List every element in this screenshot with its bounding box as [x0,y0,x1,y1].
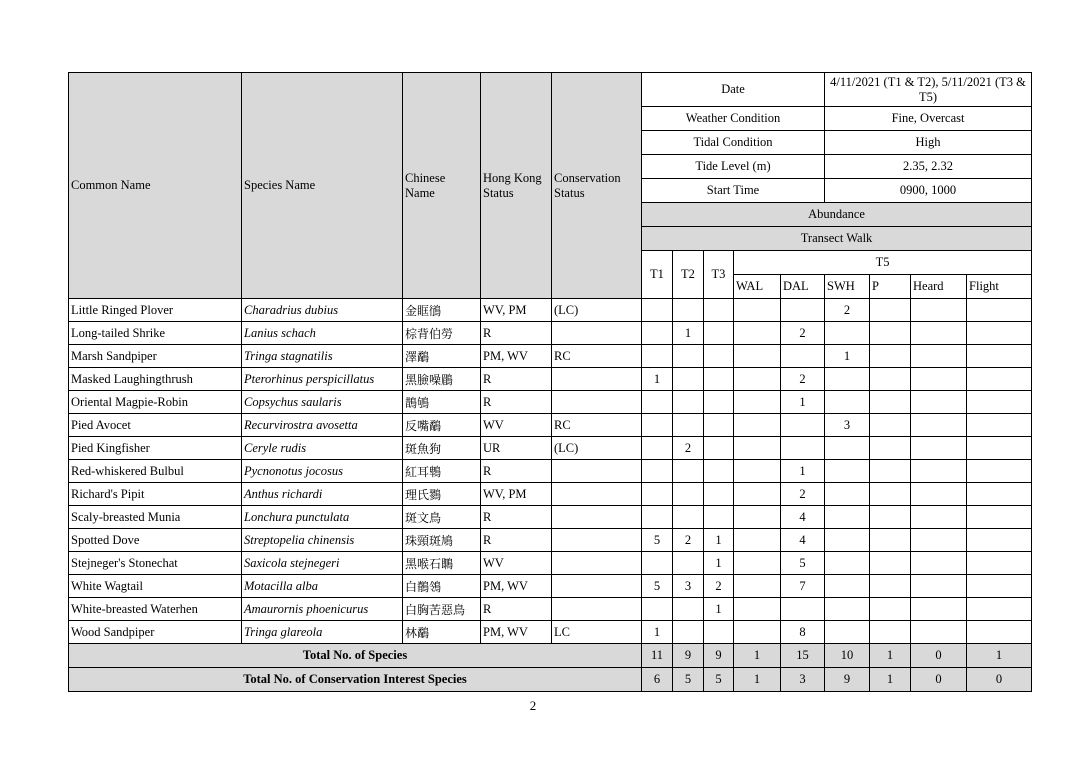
p-count-cell [870,345,911,368]
conservation-status-cell [552,575,642,598]
flight-count-cell [967,483,1032,506]
wal-count-cell [734,621,781,644]
t3-count-cell [704,299,734,322]
swh-total-cell: 10 [825,644,870,668]
conservation-status-cell [552,391,642,414]
heard-count-cell [911,414,967,437]
flight-count-cell [967,575,1032,598]
hk-status-cell: UR [481,437,552,460]
common-name-cell: White-breasted Waterhen [69,598,242,621]
t2-count-cell: 3 [673,575,704,598]
tide-level-value: 2.35, 2.32 [825,155,1032,179]
p-count-cell [870,529,911,552]
dal-count-cell [781,598,825,621]
table-row [69,414,1032,437]
totals-label: Total No. of Conservation Interest Species [69,668,642,692]
heard-count-cell [911,529,967,552]
t1-count-cell: 1 [642,621,673,644]
date-label: Date [642,73,825,107]
swh-count-cell [825,437,870,460]
p-count-cell [870,391,911,414]
totals-rows [69,644,1032,692]
t1-total-cell: 6 [642,668,673,692]
p-count-cell [870,483,911,506]
weather-value: Fine, Overcast [825,107,1032,131]
conservation-status-cell [552,552,642,575]
heard-count-cell [911,575,967,598]
swh-count-cell: 1 [825,345,870,368]
common-name-cell: Marsh Sandpiper [69,345,242,368]
chinese-name-cell: 白鶺鴒 [403,575,481,598]
conservation-status-cell [552,598,642,621]
dal-total-cell: 15 [781,644,825,668]
heard-count-cell [911,506,967,529]
col-header-flight: Flight [967,275,1032,299]
conservation-status-cell [552,368,642,391]
p-total-cell: 1 [870,668,911,692]
hk-status-cell: WV, PM [481,483,552,506]
flight-count-cell [967,621,1032,644]
t3-count-cell: 1 [704,552,734,575]
wal-count-cell [734,437,781,460]
heard-count-cell [911,391,967,414]
chinese-name-cell: 棕背伯勞 [403,322,481,345]
start-time-label: Start Time [642,179,825,203]
wal-count-cell [734,299,781,322]
conservation-status-cell: LC [552,621,642,644]
dal-count-cell: 2 [781,322,825,345]
flight-count-cell [967,437,1032,460]
dal-total-cell: 3 [781,668,825,692]
col-header-t2: T2 [673,251,704,299]
t3-count-cell [704,621,734,644]
swh-count-cell [825,460,870,483]
table-row [69,483,1032,506]
t1-total-cell: 11 [642,644,673,668]
common-name-cell: Long-tailed Shrike [69,322,242,345]
col-header-species-name: Species Name [242,73,403,299]
t1-count-cell [642,322,673,345]
p-count-cell [870,575,911,598]
chinese-name-cell: 珠頸斑鳩 [403,529,481,552]
conservation-status-cell [552,529,642,552]
common-name-cell: Richard's Pipit [69,483,242,506]
chinese-name-cell: 黑臉噪鶥 [403,368,481,391]
col-header-chinese-name: Chinese Name [403,73,481,299]
flight-count-cell [967,529,1032,552]
table-row [69,506,1032,529]
t2-count-cell [673,391,704,414]
col-header-dal: DAL [781,275,825,299]
p-count-cell [870,460,911,483]
t1-count-cell [642,414,673,437]
species-name-cell: Charadrius dubius [242,299,403,322]
swh-count-cell [825,552,870,575]
t3-count-cell: 1 [704,598,734,621]
conservation-status-cell [552,483,642,506]
t2-count-cell [673,368,704,391]
table-row [69,322,1032,345]
t3-count-cell: 2 [704,575,734,598]
conservation-status-cell [552,506,642,529]
heard-count-cell [911,460,967,483]
flight-count-cell [967,460,1032,483]
flight-count-cell [967,506,1032,529]
totals-row [69,668,1032,692]
chinese-name-cell: 白胸苦惡鳥 [403,598,481,621]
t3-total-cell: 5 [704,668,734,692]
col-header-t3: T3 [704,251,734,299]
species-name-cell: Pterorhinus perspicillatus [242,368,403,391]
species-name-cell: Pycnonotus jocosus [242,460,403,483]
p-count-cell [870,299,911,322]
t3-count-cell [704,483,734,506]
wal-count-cell [734,345,781,368]
species-name-cell: Motacilla alba [242,575,403,598]
hk-status-cell: R [481,460,552,483]
hk-status-cell: WV [481,552,552,575]
table-row [69,621,1032,644]
swh-count-cell [825,483,870,506]
wal-count-cell [734,368,781,391]
table-row [69,368,1032,391]
table-row [69,598,1032,621]
species-name-cell: Lonchura punctulata [242,506,403,529]
chinese-name-cell: 斑文鳥 [403,506,481,529]
wal-count-cell [734,506,781,529]
dal-count-cell: 4 [781,529,825,552]
col-header-hk-status: Hong Kong Status [481,73,552,299]
start-time-value: 0900, 1000 [825,179,1032,203]
tide-level-label: Tide Level (m) [642,155,825,179]
swh-count-cell [825,598,870,621]
table-row [69,575,1032,598]
swh-count-cell [825,621,870,644]
conservation-status-cell [552,460,642,483]
col-header-swh: SWH [825,275,870,299]
heard-count-cell [911,368,967,391]
dal-count-cell [781,437,825,460]
t3-count-cell [704,345,734,368]
species-name-cell: Tringa stagnatilis [242,345,403,368]
wal-count-cell [734,391,781,414]
hk-status-cell: PM, WV [481,575,552,598]
dal-count-cell: 4 [781,506,825,529]
heard-count-cell [911,345,967,368]
weather-label: Weather Condition [642,107,825,131]
table-row [69,552,1032,575]
heard-count-cell [911,299,967,322]
t2-count-cell [673,621,704,644]
t2-count-cell [673,506,704,529]
t1-count-cell [642,460,673,483]
species-name-cell: Lanius schach [242,322,403,345]
flight-count-cell [967,345,1032,368]
flight-count-cell [967,391,1032,414]
flight-count-cell [967,598,1032,621]
conservation-status-cell [552,322,642,345]
p-total-cell: 1 [870,644,911,668]
t1-count-cell [642,483,673,506]
table-row [69,437,1032,460]
hk-status-cell: WV, PM [481,299,552,322]
date-value: 4/11/2021 (T1 & T2), 5/11/2021 (T3 & T5) [825,73,1032,107]
page-number: 2 [529,698,537,713]
flight-count-cell [967,414,1032,437]
species-name-cell: Saxicola stejnegeri [242,552,403,575]
p-count-cell [870,368,911,391]
chinese-name-cell: 林鷸 [403,621,481,644]
species-name-cell: Ceryle rudis [242,437,403,460]
p-count-cell [870,621,911,644]
common-name-cell: Pied Kingfisher [69,437,242,460]
species-name-cell: Streptopelia chinensis [242,529,403,552]
dal-count-cell: 5 [781,552,825,575]
heard-count-cell [911,552,967,575]
dal-count-cell: 2 [781,368,825,391]
t1-count-cell [642,345,673,368]
t2-count-cell [673,460,704,483]
heard-count-cell [911,598,967,621]
t3-count-cell [704,460,734,483]
t1-count-cell [642,598,673,621]
chinese-name-cell: 斑魚狗 [403,437,481,460]
wal-total-cell: 1 [734,668,781,692]
conservation-status-cell: RC [552,414,642,437]
t1-count-cell: 5 [642,529,673,552]
chinese-name-cell: 鵲鴝 [403,391,481,414]
p-count-cell [870,437,911,460]
table-row [69,391,1032,414]
species-name-cell: Tringa glareola [242,621,403,644]
species-name-cell: Recurvirostra avosetta [242,414,403,437]
table-row [69,460,1032,483]
swh-count-cell: 2 [825,299,870,322]
species-rows [69,299,1032,644]
species-name-cell: Anthus richardi [242,483,403,506]
t2-count-cell: 2 [673,529,704,552]
common-name-cell: Stejneger's Stonechat [69,552,242,575]
t3-count-cell [704,414,734,437]
common-name-cell: Wood Sandpiper [69,621,242,644]
col-header-t1: T1 [642,251,673,299]
t2-count-cell [673,345,704,368]
col-header-t5: T5 [734,251,1032,275]
swh-total-cell: 9 [825,668,870,692]
t2-count-cell: 1 [673,322,704,345]
t3-count-cell [704,391,734,414]
table-row [69,345,1032,368]
wal-count-cell [734,575,781,598]
dal-count-cell: 1 [781,391,825,414]
common-name-cell: Oriental Magpie-Robin [69,391,242,414]
t2-count-cell [673,299,704,322]
col-header-heard: Heard [911,275,967,299]
p-count-cell [870,322,911,345]
common-name-cell: Red-whiskered Bulbul [69,460,242,483]
dal-count-cell [781,299,825,322]
hk-status-cell: R [481,529,552,552]
t1-count-cell [642,506,673,529]
p-count-cell [870,414,911,437]
common-name-cell: Scaly-breasted Munia [69,506,242,529]
heard-count-cell [911,322,967,345]
swh-count-cell [825,391,870,414]
chinese-name-cell: 金眶鴴 [403,299,481,322]
flight-count-cell [967,552,1032,575]
dal-count-cell: 2 [781,483,825,506]
hk-status-cell: PM, WV [481,621,552,644]
wal-count-cell [734,460,781,483]
swh-count-cell: 3 [825,414,870,437]
swh-count-cell [825,575,870,598]
swh-count-cell [825,529,870,552]
hk-status-cell: R [481,368,552,391]
chinese-name-cell: 黑喉石䳭 [403,552,481,575]
dal-count-cell [781,345,825,368]
transect-walk-header: Transect Walk [642,227,1032,251]
hk-status-cell: R [481,598,552,621]
t3-total-cell: 9 [704,644,734,668]
t1-count-cell [642,391,673,414]
p-count-cell [870,598,911,621]
hk-status-cell: R [481,391,552,414]
conservation-status-cell: (LC) [552,299,642,322]
flight-total-cell: 0 [967,668,1032,692]
dal-count-cell: 7 [781,575,825,598]
chinese-name-cell: 理氏鷚 [403,483,481,506]
conservation-status-cell: RC [552,345,642,368]
t3-count-cell [704,437,734,460]
hk-status-cell: R [481,322,552,345]
flight-total-cell: 1 [967,644,1032,668]
hk-status-cell: WV [481,414,552,437]
chinese-name-cell: 紅耳鵯 [403,460,481,483]
bird-survey-table [68,72,1032,692]
wal-count-cell [734,414,781,437]
col-header-p: P [870,275,911,299]
common-name-cell: Spotted Dove [69,529,242,552]
p-count-cell [870,506,911,529]
flight-count-cell [967,299,1032,322]
col-header-wal: WAL [734,275,781,299]
col-header-conservation-status: Conservation Status [552,73,642,299]
t2-total-cell: 9 [673,644,704,668]
species-name-cell: Copsychus saularis [242,391,403,414]
t3-count-cell [704,368,734,391]
col-header-common-name: Common Name [69,73,242,299]
species-name-cell: Amaurornis phoenicurus [242,598,403,621]
t1-count-cell [642,299,673,322]
t1-count-cell [642,437,673,460]
t2-count-cell [673,483,704,506]
table-row [69,529,1032,552]
flight-count-cell [967,368,1032,391]
heard-total-cell: 0 [911,644,967,668]
tidal-condition-label: Tidal Condition [642,131,825,155]
wal-total-cell: 1 [734,644,781,668]
flight-count-cell [967,322,1032,345]
dal-count-cell [781,414,825,437]
dal-count-cell: 1 [781,460,825,483]
t2-count-cell: 2 [673,437,704,460]
t3-count-cell [704,322,734,345]
wal-count-cell [734,598,781,621]
wal-count-cell [734,552,781,575]
chinese-name-cell: 澤鷸 [403,345,481,368]
t2-count-cell [673,414,704,437]
t2-count-cell [673,598,704,621]
swh-count-cell [825,322,870,345]
wal-count-cell [734,529,781,552]
totals-label: Total No. of Species [69,644,642,668]
wal-count-cell [734,483,781,506]
t1-count-cell: 5 [642,575,673,598]
heard-count-cell [911,483,967,506]
t3-count-cell [704,506,734,529]
tidal-condition-value: High [825,131,1032,155]
swh-count-cell [825,506,870,529]
p-count-cell [870,552,911,575]
t2-count-cell [673,552,704,575]
common-name-cell: Little Ringed Plover [69,299,242,322]
t2-total-cell: 5 [673,668,704,692]
hk-status-cell: R [481,506,552,529]
common-name-cell: Pied Avocet [69,414,242,437]
totals-row [69,644,1032,668]
swh-count-cell [825,368,870,391]
heard-count-cell [911,621,967,644]
t3-count-cell: 1 [704,529,734,552]
dal-count-cell: 8 [781,621,825,644]
chinese-name-cell: 反嘴鷸 [403,414,481,437]
abundance-header: Abundance [642,203,1032,227]
hk-status-cell: PM, WV [481,345,552,368]
table-row [69,299,1032,322]
t1-count-cell: 1 [642,368,673,391]
t1-count-cell [642,552,673,575]
heard-count-cell [911,437,967,460]
wal-count-cell [734,322,781,345]
conservation-status-cell: (LC) [552,437,642,460]
heard-total-cell: 0 [911,668,967,692]
common-name-cell: White Wagtail [69,575,242,598]
common-name-cell: Masked Laughingthrush [69,368,242,391]
